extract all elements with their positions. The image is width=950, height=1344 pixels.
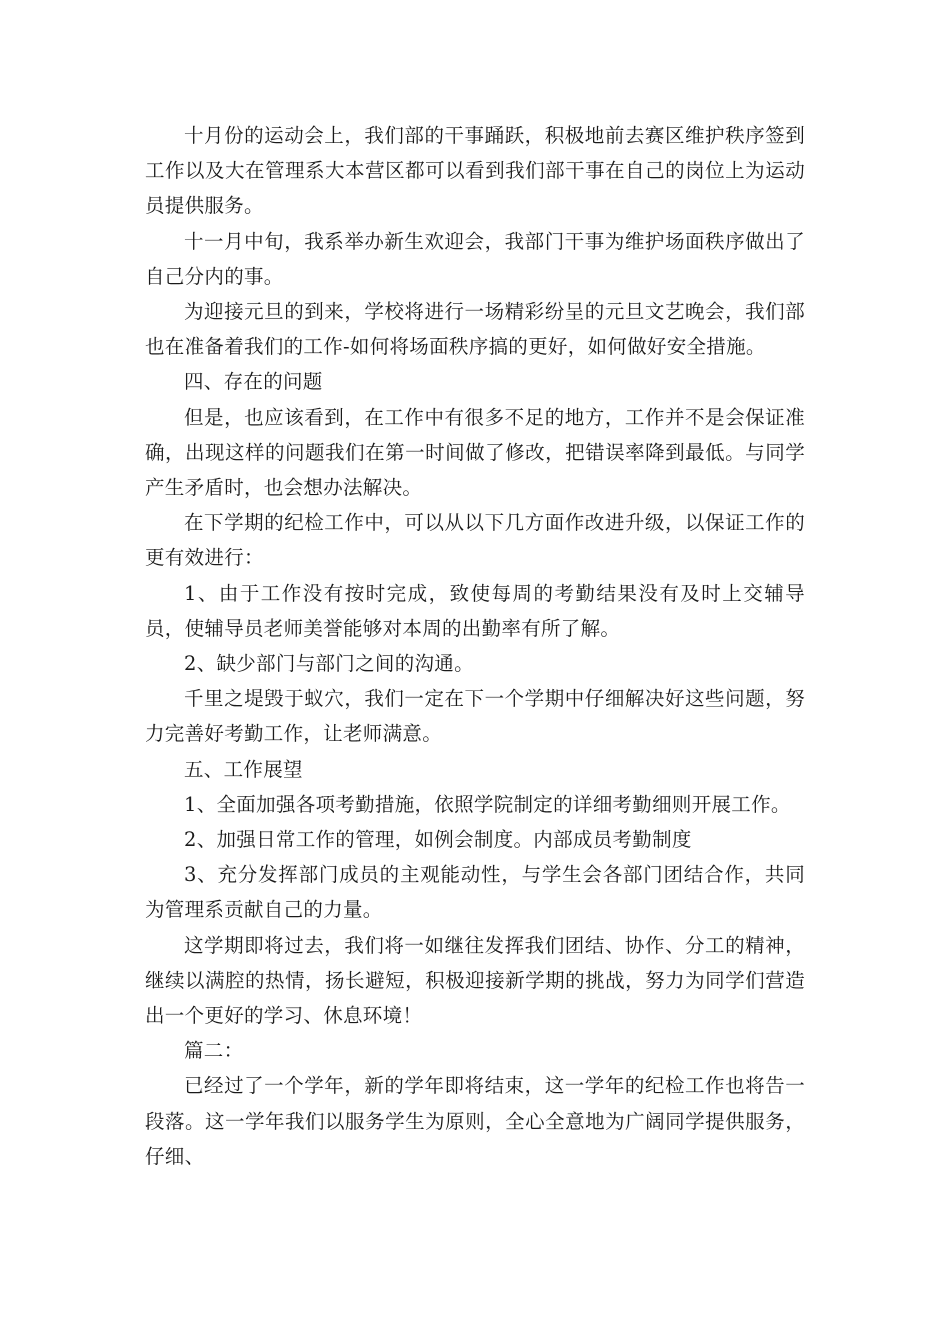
paragraph-part-two-intro: 已经过了一个学年，新的学年即将结束，这一学年的纪检工作也将告一段落。这一学年我们以服务学生为原则，全心全意地为广阔同学提供服务，仔细、 bbox=[145, 1074, 805, 1168]
list-item-outlook-1: 1、全面加强各项考勤措施，依照学院制定的详细考勤细则开展工作。 bbox=[184, 792, 791, 816]
paragraph-closing: 这学期即将过去，我们将一如继往发挥我们团结、协作、分工的精神，继续以满腔的热情，扬长避短，积极迎接新学期的挑战，努力为同学们营造出一个更好的学习、休息环境！ bbox=[145, 933, 805, 1028]
list-item-problem-1: 1、由于工作没有按时完成，致使每周的考勤结果没有及时上交辅导员，使辅导员老师美誉能够对本周的出勤率有所了解。 bbox=[145, 581, 805, 640]
paragraph-improvements-intro: 在下学期的纪检工作中，可以从以下几方面作改进升级，以保证工作的更有效进行： bbox=[145, 511, 805, 570]
paragraph-resolve: 千里之堤毁于蚁穴，我们一定在下一个学期中仔细解决好这些问题，努力完善好考勤工作，让老师满意。 bbox=[145, 687, 805, 746]
list-item-problem-2: 2、缺少部门与部门之间的沟通。 bbox=[184, 652, 474, 676]
paragraph-welcome-party: 十一月中旬，我系举办新生欢迎会，我部门干事为维护场面秩序做出了自己分内的事。 bbox=[145, 229, 805, 288]
paragraph-sports-meet: 十月份的运动会上，我们部的干事踊跃，积极地前去赛区维护秩序签到工作以及大在管理系大本营区都可以看到我们部干事在自己的岗位上为运动员提供服务。 bbox=[145, 124, 805, 218]
paragraph-shortcomings: 但是，也应该看到，在工作中有很多不足的地方，工作并不是会保证准确，出现这样的问题我们在第一时间做了修改，把错误率降到最低。与同学产生矛盾时，也会想办法解决。 bbox=[145, 405, 805, 500]
list-item-outlook-2: 2、加强日常工作的管理，如例会制度。内部成员考勤制度 bbox=[184, 828, 692, 852]
section-heading-problems: 四、存在的问题 bbox=[184, 370, 323, 394]
section-heading-outlook: 五、工作展望 bbox=[184, 757, 303, 781]
paragraph-new-year-gala: 为迎接元旦的到来，学校将进行一场精彩纷呈的元旦文艺晚会，我们部也在准备着我们的工作-如何将场面秩序搞的更好，如何做好安全措施。 bbox=[145, 300, 805, 359]
document-body bbox=[145, 118, 805, 1174]
section-heading-part-two: 篇二： bbox=[184, 1039, 244, 1063]
list-item-outlook-3: 3、充分发挥部门成员的主观能动性，与学生会各部门团结合作，共同为管理系贡献自己的力量。 bbox=[145, 863, 805, 922]
